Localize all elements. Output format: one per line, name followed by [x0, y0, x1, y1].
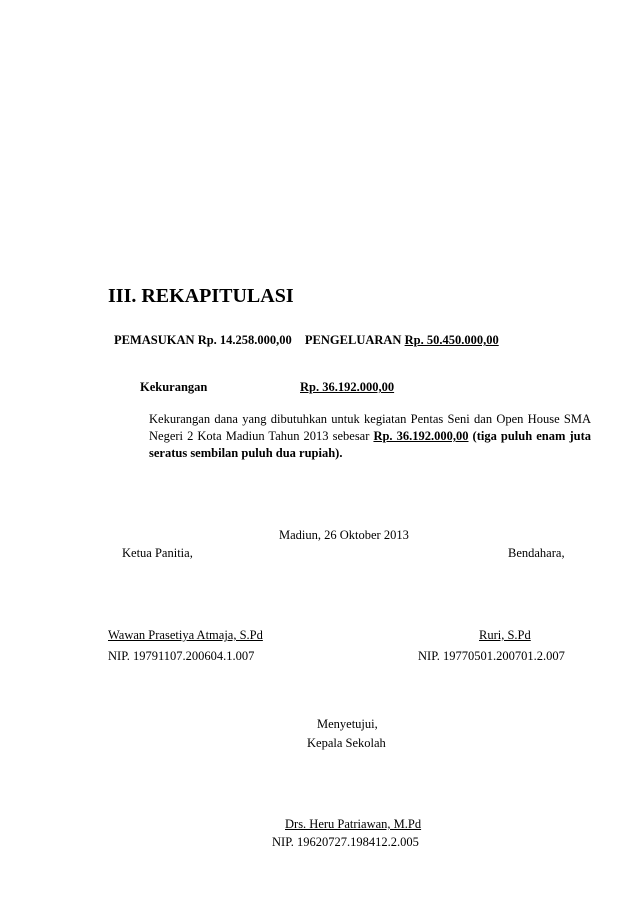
treasurer-nip: NIP. 19770501.200701.2.007 [418, 649, 565, 663]
paragraph-text: Kekurangan dana yang dibutuhkan untuk kegiatan Pentas Seni dan Open House SMA Negeri 2 Kota Madiun Tahun 2013 sebesar [149, 412, 591, 443]
paragraph-amount-words: (tiga puluh enam juta seratus sembilan puluh dua rupiah). [149, 429, 591, 460]
approval-label: Menyetujui, [317, 717, 378, 731]
chairman-role: Ketua Panitia, [122, 546, 193, 560]
summary-line [114, 333, 499, 348]
paragraph-amount: Rp. 36.192.000,00 [373, 429, 469, 443]
deficit-value: Rp. 36.192.000,00 [300, 380, 395, 394]
treasurer-role: Bendahara, [508, 546, 565, 560]
deficit-label: Kekurangan [140, 380, 208, 394]
income-label: PEMASUKAN [114, 333, 195, 347]
deficit-paragraph [149, 411, 591, 462]
expense-value: Rp. 50.450.000,00 [404, 333, 499, 347]
headmaster-role: Kepala Sekolah [307, 736, 386, 750]
chairman-name: Wawan Prasetiya Atmaja, S.Pd [108, 628, 263, 642]
treasurer-name: Ruri, S.Pd [479, 628, 531, 642]
headmaster-name: Drs. Heru Patriawan, M.Pd [285, 817, 422, 831]
expense-label: PENGELUARAN [304, 333, 402, 347]
section-title: III. REKAPITULASI [108, 285, 294, 307]
chairman-nip: NIP. 19791107.200604.1.007 [108, 649, 255, 663]
place-date: Madiun, 26 Oktober 2013 [279, 528, 409, 542]
income-value: Rp. 14.258.000,00 [197, 333, 292, 347]
headmaster-nip: NIP. 19620727.198412.2.005 [272, 835, 419, 849]
